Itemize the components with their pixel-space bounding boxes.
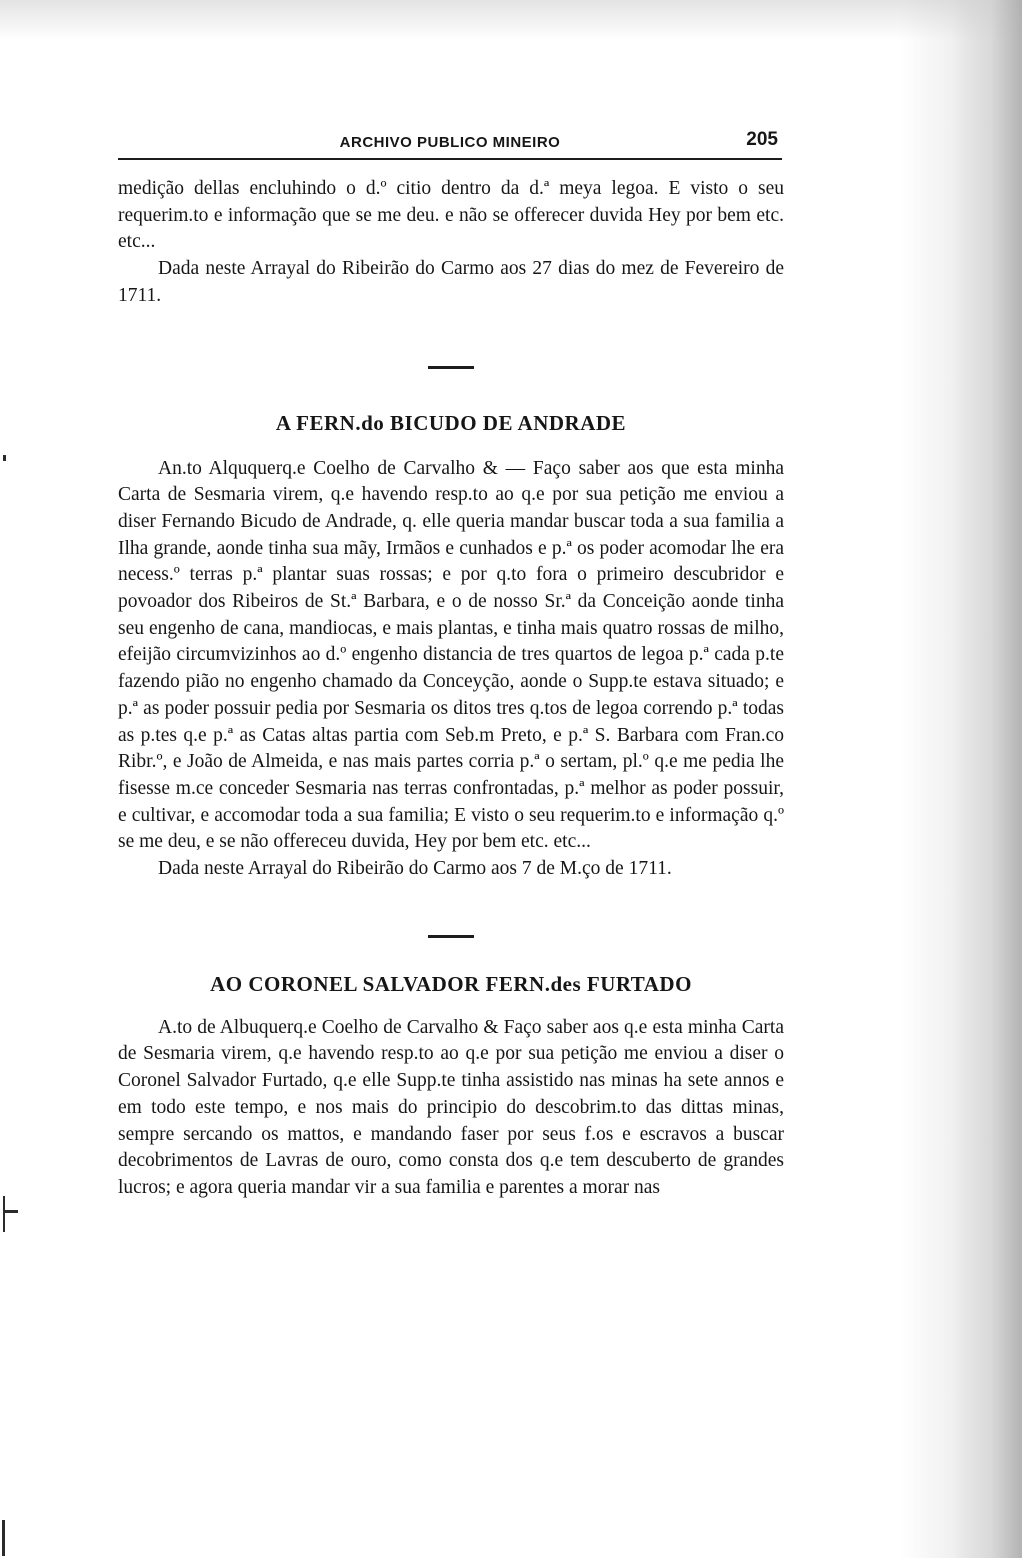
running-header — [118, 124, 782, 160]
page-number: 205 — [746, 129, 778, 150]
page-top-shadow — [0, 0, 1022, 40]
margin-mark — [4, 1210, 18, 1213]
dating-line: Dada neste Arrayal do Ribeirão do Carmo aos 27 dias do mez de Fevereiro de 1711. — [118, 258, 784, 306]
section-divider — [428, 366, 474, 369]
text-column — [118, 124, 784, 1202]
paragraph: An.to Alququerq.e Coelho de Carvalho & — Faço saber aos que esta minha Carta de Sesmaria virem, q.e havendo resp.to ao q.e por sua petição me enviou a diser Fernando Bicudo de Andrade, q. elle queria mandar buscar toda a sua familia a Ilha grande, aonde tinha sua mãy, Irmãos e cunhados e p.ª os poder acomodar lhe era necess.º terras p.ª plantar suas rossas; e por q.to fora o primeiro descubridor e povoador dos Ribeiros de St.ª Barbara, e o de nosso Sr.ª da Conceição aonde tinha seu engenho de cana, mandiocas, e mais plantas, e tinha mais quatro rossas de milho, efeijão circumvizinhos ao d.º engenho distancia de tres quartos de legoa p.ª cada p.te fazendo pião no engenho chamado da Conceyção, aonde o Supp.te estava situado; e p.ª as poder possuir pedia por Sesmaria os ditos tres q.tos de legoa correndo p.ª todas as p.tes q.e p.ª as Catas altas partia com Seb.m Preto, e p.ª S. Barbara com Fran.co Ribr.º, e João de Almeida, e nas mais partes corria p.ª o sertam, pl.º q.e me pedia lhe fisesse m.ce conceder Sesmaria nas terras confrontadas, p.ª melhor as poder possuir, e cultivar, e accomodar toda a sua familia; E visto o seu requerim.to e informação q.º se me deu, e se não offereceu duvida, Hey por bem etc. etc... — [118, 457, 784, 853]
page-edge-shadow — [952, 0, 1022, 1558]
margin-mark — [3, 455, 6, 461]
paragraph: medição dellas encluhindo o d.º citio dentro da d.ª meya legoa. E visto o seu requerim.to e informação que se me deu. e não se offerecer duvida Hey por bem etc. etc... — [118, 178, 784, 253]
section-heading: AO CORONEL SALVADOR FERN.des FURTADO — [210, 971, 692, 996]
margin-mark — [2, 1520, 5, 1556]
running-title: ARCHIVO PUBLICO MINEIRO — [339, 134, 561, 151]
section-divider — [428, 935, 474, 938]
section-body — [118, 1015, 784, 1202]
section-continuation — [118, 176, 784, 310]
paragraph: A.to de Albuquerq.e Coelho de Carvalho & Faço saber aos q.e esta minha Carta de Sesmaria virem, q.e havendo resp.to ao q.e por sua petição me enviou a diser o Coronel Salvador Furtado, q.e elle Supp.te tinha assistido nas minas ha sete annos e em todo este tempo, e nos mais do principio do descobrim.to das dittas minas, sempre sercando os mattos, e mandando faser por seus f.os e escravos a buscar decobrimentos de Lavras de ouro, como consta dos q.e tem descuberto de grandes lucros; e agora queria mandar vir a sua familia e parentes a morar nas — [118, 1016, 784, 1198]
section-heading: A FERN.do BICUDO DE ANDRADE — [275, 410, 627, 435]
dating-line: Dada neste Arrayal do Ribeirão do Carmo aos 7 de M.ço de 1711. — [158, 858, 672, 880]
section-body — [118, 456, 784, 883]
margin-mark — [3, 1196, 5, 1232]
